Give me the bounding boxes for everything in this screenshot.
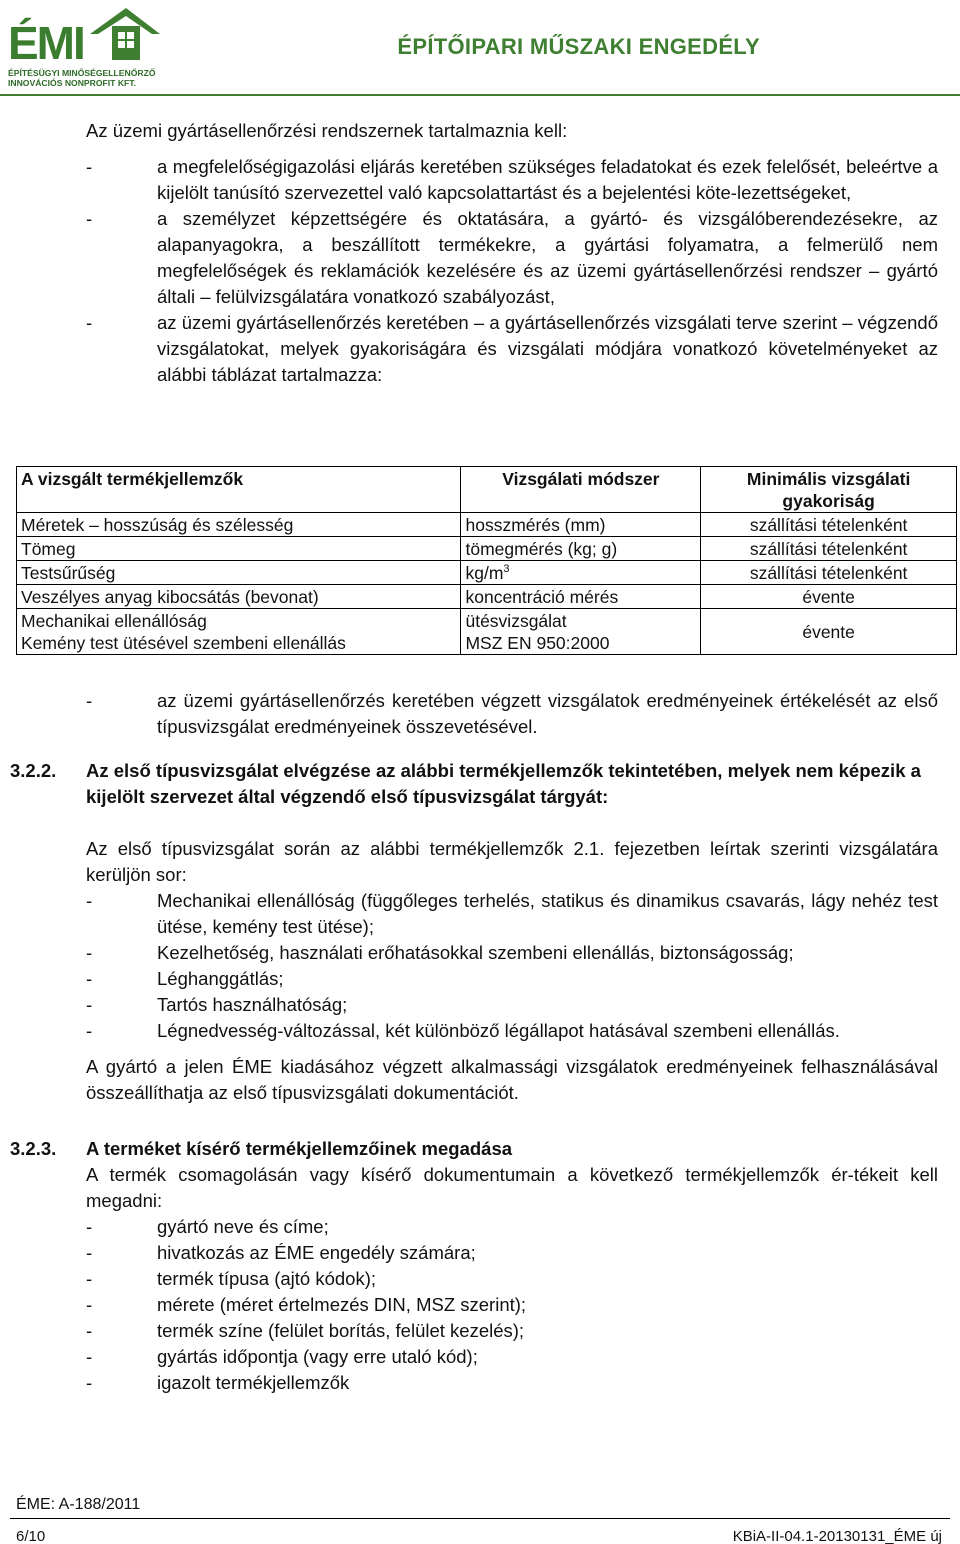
document-title: ÉPÍTŐIPARI MŰSZAKI ENGEDÉLY (397, 34, 760, 59)
table-cell: hosszmérés (mm) (461, 513, 701, 537)
list-item-hanging: - Légnedvesség-változással, két különböző légállapot hatásával szembeni ellenállás. (86, 1020, 840, 1041)
table-cell: $kg/m^3$ (461, 561, 701, 585)
emi-logo (4, 4, 160, 94)
intro-text: Az üzemi gyártásellenőrzési rendszernek tartalmaznia kell: (86, 120, 568, 141)
table-header-cell: Minimális vizsgálati gyakoriság (701, 467, 957, 513)
list-item: - igazolt termékjellemzők (86, 1372, 350, 1393)
list-item: - gyártás időpontja (vagy erre utaló kód); (86, 1346, 478, 1367)
section-number: 3.2.2. (10, 760, 57, 781)
list-item: - gyártó neve és címe; (86, 1216, 329, 1237)
section-continued (10, 688, 938, 1396)
table-cell: szállítási tételenként (701, 513, 957, 537)
header-divider (0, 94, 960, 96)
section-closing: A gyártó a jelen ÉME kiadásához végzett alkalmassági vizsgálatok eredményeinek felhasználásával összeállíthatja az első típusvizsgálati dokumentációt. (86, 1056, 938, 1103)
table-cell: évente (701, 609, 957, 655)
section-heading-322: 3.2.2. Az első típusvizsgálat elvégzése az alábbi termékjellemzők tekintetében, melyek nem képezik a kijelölt szervezet által végzendő első típusvizsgálat tárgyát: (10, 760, 921, 807)
table-cell: tömegmérés (kg; g) (461, 537, 701, 561)
main-content (86, 118, 938, 388)
inspection-table (16, 466, 958, 655)
table-cell: ütésvizsgálat MSZ EN 950:2000 (461, 609, 701, 655)
table-cell: Testsűrűség (17, 561, 461, 585)
table-cell: Veszélyes anyag kibocsátás (bevonat) (17, 585, 461, 609)
section-paragraph: Az első típusvizsgálat során az alábbi termékjellemzők 2.1. fejezetben leírtak szerinti vizsgálatára kerüljön sor: (86, 838, 938, 885)
page-header (0, 0, 960, 96)
table-row (17, 609, 957, 655)
list-item: - a megfelelőségigazolási eljárás keretében szükséges feladatokat és ezek felelősét, beleértve a kijelölt tanúsító szervezettel való kapcsolattartást és a bejelentési köte-lezettségeket, (86, 156, 938, 203)
page-number: 6/10 (16, 1528, 46, 1544)
section-heading-323: 3.2.3. A terméket kísérő termékjellemzőinek megadása (86, 1136, 938, 1162)
logo-subtitle: ÉPÍTÉSÜGYI MINŐSÉGELLENŐRZŐ INNOVÁCIÓS NONPROFIT KFT. (8, 68, 156, 88)
table-cell: szállítási tételenként (701, 537, 957, 561)
table-row (17, 561, 957, 585)
footer-divider (10, 1518, 950, 1519)
table-row (17, 537, 957, 561)
list-item: - Kezelhetőség, használati erőhatásokkal szembeni ellenállás, biztonságosság; (86, 942, 794, 963)
table-row (17, 513, 957, 537)
table-header-cell: Vizsgálati módszer (461, 467, 701, 513)
logo-wordmark: ÉMI (8, 17, 84, 69)
list-item: - az üzemi gyártásellenőrzés keretében végzett vizsgálatok eredményeinek értékelését az első típusvizsgálat eredményeinek összevetésével. (86, 690, 938, 737)
section-paragraph: A termék csomagolásán vagy kísérő dokumentumain a következő termékjellemzők ér-tékeit kell megadni: (86, 1164, 938, 1211)
list-item: - Tartós használhatóság; (86, 994, 348, 1015)
list-item: - Mechanikai ellenállóság (függőleges terhelés, statikus és dinamikus csavarás, lágy nehéz test ütése, kemény test ütése); (86, 890, 938, 937)
table-cell: koncentráció mérés (461, 585, 701, 609)
list-item: - Léghanggátlás; (86, 968, 284, 989)
section-number: 3.2.3. (10, 1138, 57, 1159)
table-header-cell: A vizsgált termékjellemzők (17, 467, 461, 513)
list-item: - termék típusa (ajtó kódok); (86, 1268, 377, 1289)
list-item: - a személyzet képzettségére és oktatására, a gyártó- és vizsgálóberendezésekre, az alapanyagokra, a beszállított termékekre, a gyártási folyamatra, a felmerülő nem megfelelőségek és reklamációk kezelésére és az üzemi gyártásellenőrzési rendszer – gyártó általi – felülvizsgálatára vonatkozó szabályozást, (86, 208, 938, 307)
list-item: - az üzemi gyártásellenőrzés keretében – a gyártásellenőrzés vizsgálati terve szerint – végzendő vizsgálatokat, melyek gyakoriságára és vizsgálati módjára vonatkozó követelményeket az alábbi táblázat tartalmazza: (86, 312, 938, 385)
list-item: - mérete (méret értelmezés DIN, MSZ szerint); (86, 1294, 527, 1315)
table-header-row (17, 467, 957, 513)
table-cell: Méretek – hosszúság és szélesség (17, 513, 461, 537)
document-code: KBiA-II-04.1-20130131_ÉME új (732, 1528, 942, 1544)
table-cell: Tömeg (17, 537, 461, 561)
table-row (17, 585, 957, 609)
list-item: - hivatkozás az ÉME engedély számára; (86, 1242, 476, 1263)
table-cell: évente (701, 585, 957, 609)
table-cell: Mechanikai ellenállóság Kemény test ütésével szembeni ellenállás (17, 609, 461, 655)
list-item: - termék színe (felület borítás, felület kezelés); (86, 1320, 525, 1341)
table-cell: szállítási tételenként (701, 561, 957, 585)
footer-reference: ÉME: A-188/2011 (16, 1496, 141, 1513)
